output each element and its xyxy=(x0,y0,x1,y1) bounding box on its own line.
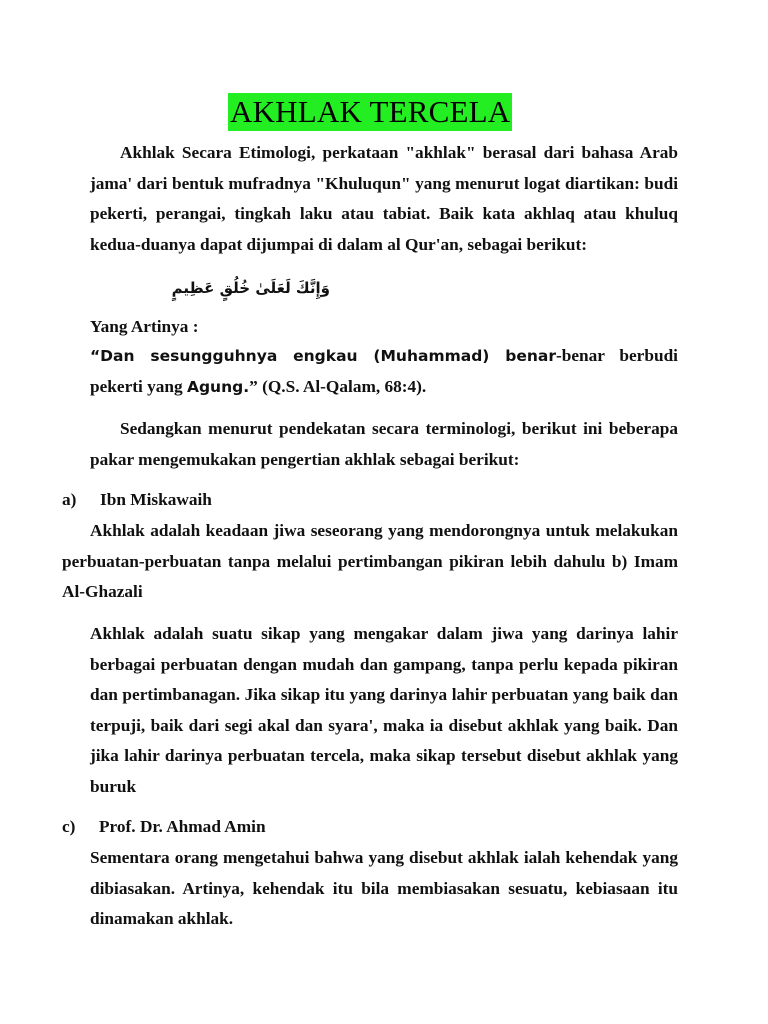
expert-b-definition: Akhlak adalah suatu sikap yang mengakar dalam jiwa yang darinya lahir berbagai perbuatan dengan mudah dan gampang, tanpa perlu kepada pikiran dan pertimbanagan. Jika sikap itu yang darinya lahir perbuatan yang baik dan terpuji, baik dari segi akal dan syara', maka ia disebut akhlak yang baik. Dan jika lahir darinya perbuatan tercela, maka sikap tersebut disebut akhlak yang buruk xyxy=(90,624,678,796)
translation-label: Yang Artinya : xyxy=(90,317,199,336)
translation-part-1: “Dan sesungguhnya engkau (Muhammad) benar xyxy=(90,347,556,365)
etymology-paragraph: Akhlak Secara Etimologi, perkataan "akhlak" berasal dari bahasa Arab jama' dari bentuk mufradnya "Khuluqun" yang menurut logat diartikan: budi pekerti, perangai, tingkah laku atau tabiat. Baik kata akhlaq atau khuluq kedua-duanya dapat dijumpai di dalam al Qur'an, sebagai berikut: xyxy=(90,143,678,254)
expert-a-definition: Akhlak adalah keadaan jiwa seseorang yang mendorongnya untuk melakukan perbuatan-perbuatan tanpa melalui pertimbangan pikiran lebih dahulu b) Imam Al-Ghazali xyxy=(62,521,678,601)
page-title: AKHLAK TERCELA xyxy=(230,94,511,129)
translation-part-2: -benar berbudi pekerti yang xyxy=(90,346,678,396)
translation-part-4: ” (Q.S. Al-Qalam, 68:4). xyxy=(249,376,427,396)
quran-verse-arabic: وَإِنَّكَ لَعَلَىٰ خُلُقٍ عَظِيمٍ xyxy=(171,279,330,297)
terminology-paragraph: Sedangkan menurut pendekatan secara terminologi, berikut ini beberapa pakar mengemukakan pengertian akhlak sebagai berikut: xyxy=(90,419,678,469)
expert-a-name: Ibn Miskawaih xyxy=(100,490,212,509)
expert-a-marker: a) xyxy=(62,490,77,509)
verse-translation xyxy=(90,341,678,402)
expert-c-marker: c) xyxy=(62,817,76,836)
translation-part-3: Agung. xyxy=(186,377,250,396)
expert-c-name: Prof. Dr. Ahmad Amin xyxy=(99,817,266,836)
expert-c-definition: Sementara orang mengetahui bahwa yang disebut akhlak ialah kehendak yang dibiasakan. Artinya, kehendak itu bila membiasakan sesuatu, kebiasaan itu dinamakan akhlak. xyxy=(90,848,678,928)
